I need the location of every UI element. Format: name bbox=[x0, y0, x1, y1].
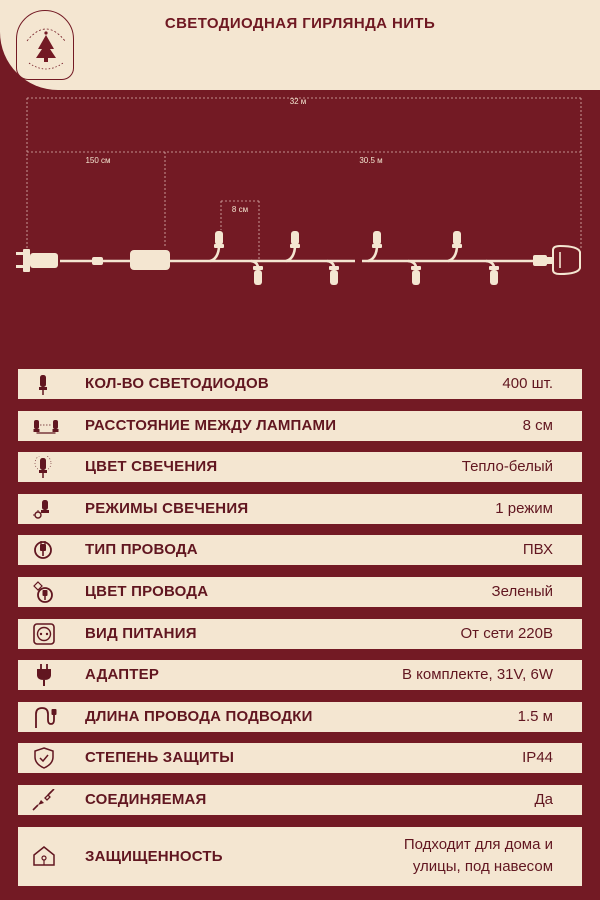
page-title: СВЕТОДИОДНАЯ ГИРЛЯНДА НИТЬ bbox=[164, 15, 436, 32]
spec-row-spacing bbox=[18, 411, 582, 441]
lead-length-label: 150 см bbox=[85, 156, 111, 165]
led-bulb-icon bbox=[32, 373, 60, 395]
spec-row-wire-type bbox=[18, 535, 582, 565]
house-icon bbox=[32, 845, 60, 867]
light-modes-icon bbox=[32, 498, 60, 520]
spec-row-power-source bbox=[18, 619, 582, 649]
lead-wire-icon bbox=[32, 706, 60, 728]
spec-row-led-count bbox=[18, 369, 582, 399]
spec-value: ПВХ bbox=[522, 541, 553, 559]
spec-label: СТЕПЕНЬ ЗАЩИТЫ bbox=[85, 749, 235, 767]
total-length-label: 32 м bbox=[289, 97, 307, 106]
spec-label: АДАПТЕР bbox=[85, 666, 160, 684]
spec-value: Да bbox=[534, 790, 553, 808]
power-socket-icon bbox=[32, 623, 60, 645]
spec-label: РЕЖИМЫ СВЕЧЕНИЯ bbox=[85, 499, 249, 517]
shield-icon bbox=[32, 747, 60, 769]
spec-row-glow-color bbox=[18, 452, 582, 482]
spec-value: Тепло-белый bbox=[461, 458, 553, 476]
header-banner bbox=[0, 0, 600, 90]
spec-row-wire-color bbox=[18, 577, 582, 607]
bulb-spacing-label: 8 см bbox=[231, 205, 249, 214]
spec-list bbox=[18, 369, 582, 886]
wire-color-icon bbox=[32, 581, 60, 603]
lit-length-label: 30.5 м bbox=[359, 156, 383, 165]
spec-value: 400 шт. bbox=[502, 375, 553, 392]
spec-row-lead-length bbox=[18, 702, 582, 732]
spec-value: 8 см bbox=[522, 416, 553, 434]
garland-bulbs bbox=[214, 231, 499, 285]
bulb-spacing-icon bbox=[32, 415, 60, 437]
connector-icon bbox=[32, 789, 60, 811]
spec-label: КОЛ-ВО СВЕТОДИОДОВ bbox=[85, 375, 269, 392]
spec-value: IP44 bbox=[522, 749, 553, 767]
spec-label: ЦВЕТ ПРОВОДА bbox=[85, 582, 209, 600]
garland-diagram bbox=[0, 90, 600, 360]
end-connector bbox=[533, 246, 580, 274]
spec-row-light-modes bbox=[18, 494, 582, 524]
spec-label: ЦВЕТ СВЕЧЕНИЯ bbox=[85, 458, 218, 476]
spec-row-connectable bbox=[18, 785, 582, 815]
spec-value: От сети 220В bbox=[460, 624, 553, 642]
spec-row-weatherproof bbox=[18, 827, 582, 886]
spec-value: 1.5 м bbox=[517, 707, 553, 725]
spec-label: ВИД ПИТАНИЯ bbox=[85, 624, 197, 642]
glow-color-icon bbox=[32, 456, 60, 478]
plug-icon bbox=[32, 664, 60, 686]
spec-label: СОЕДИНЯЕМАЯ bbox=[85, 790, 207, 808]
spec-row-protection bbox=[18, 743, 582, 773]
wire-type-icon bbox=[32, 539, 60, 561]
spec-label: ЗАЩИЩЕННОСТЬ bbox=[85, 847, 223, 865]
spec-value: 1 режим bbox=[495, 499, 553, 517]
spec-label: РАССТОЯНИЕ МЕЖДУ ЛАМПАМИ bbox=[85, 416, 337, 434]
spec-value: Зеленый bbox=[491, 582, 553, 600]
adapter-box bbox=[130, 250, 170, 270]
spec-value: В комплекте, 31V, 6W bbox=[401, 666, 553, 684]
spec-value: Подходит для дома и улицы, под навесом bbox=[403, 835, 553, 875]
spec-label: ДЛИНА ПРОВОДА ПОДВОДКИ bbox=[85, 707, 313, 725]
spec-label: ТИП ПРОВОДА bbox=[85, 541, 198, 559]
spec-row-adapter bbox=[18, 660, 582, 690]
